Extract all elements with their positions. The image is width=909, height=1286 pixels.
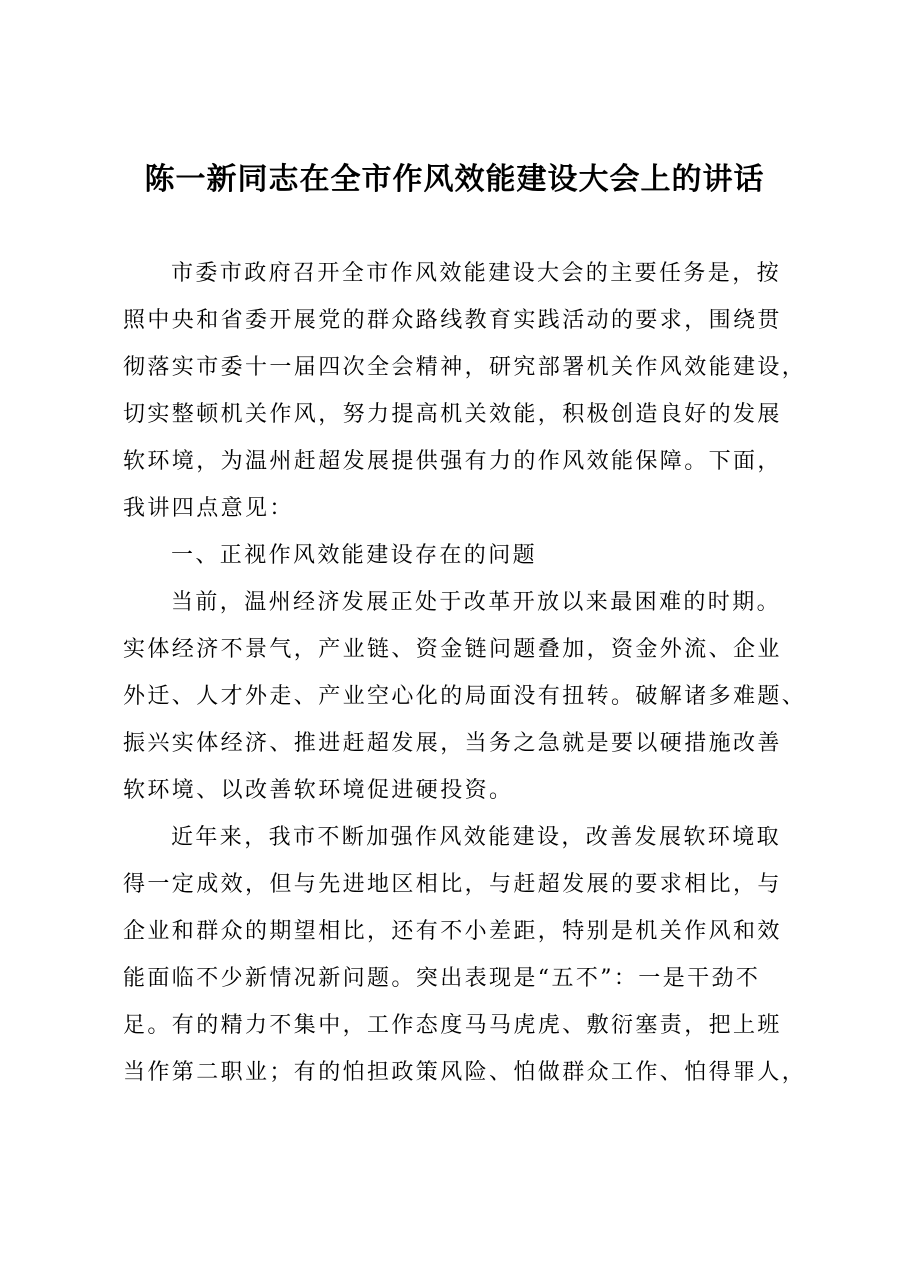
paragraph-line: 我讲四点意见： [123,496,294,521]
paragraph-line: 市委市政府召开全市作风效能建设大会的主要任务是，按 [171,261,782,286]
paragraph-line: 软环境、以改善软环境促进硬投资。 [123,778,514,803]
document-title: 陈一新同志在全市作风效能建设大会上的讲话 [144,162,765,197]
paragraph-line: 近年来，我市不断加强作风效能建设，改善发展软环境取 [171,825,782,850]
document-body [123,250,813,1096]
section-heading: 一、正视作风效能建设存在的问题 [171,543,538,568]
paragraph-line: 软环境，为温州赶超发展提供强有力的作风效能保障。下面， [123,449,782,474]
paragraph-line: 当前，温州经济发展正处于改革开放以来最困难的时期。 [171,590,782,615]
paragraph-line: 企业和群众的期望相比，还有不小差距，特别是机关作风和效 [123,919,782,944]
paragraph-line: 能面临不少新情况新问题。突出表现是“五不”：一是干劲不 [123,966,761,991]
paragraph-line: 当作第二职业；有的怕担政策风险、怕做群众工作、怕得罪人， [123,1060,807,1085]
paragraph-line: 彻落实市委十一届四次全会精神，研究部署机关作风效能建设， [123,355,807,380]
paragraph-line: 实体经济不景气，产业链、资金链问题叠加，资金外流、企业 [123,637,782,662]
paragraph-line: 足。有的精力不集中，工作态度马马虎虎、敷衍塞责，把上班 [123,1013,782,1038]
paragraph-line: 外迁、人才外走、产业空心化的局面没有扭转。破解诸多难题、 [123,684,807,709]
paragraph-line: 切实整顿机关作风，努力提高机关效能，积极创造良好的发展 [123,402,782,427]
paragraph-line: 振兴实体经济、推进赶超发展，当务之急就是要以硬措施改善 [123,731,782,756]
paragraph-line: 照中央和省委开展党的群众路线教育实践活动的要求，围绕贯 [123,308,782,333]
paragraph-line: 得一定成效，但与先进地区相比，与赶超发展的要求相比，与 [123,872,782,897]
